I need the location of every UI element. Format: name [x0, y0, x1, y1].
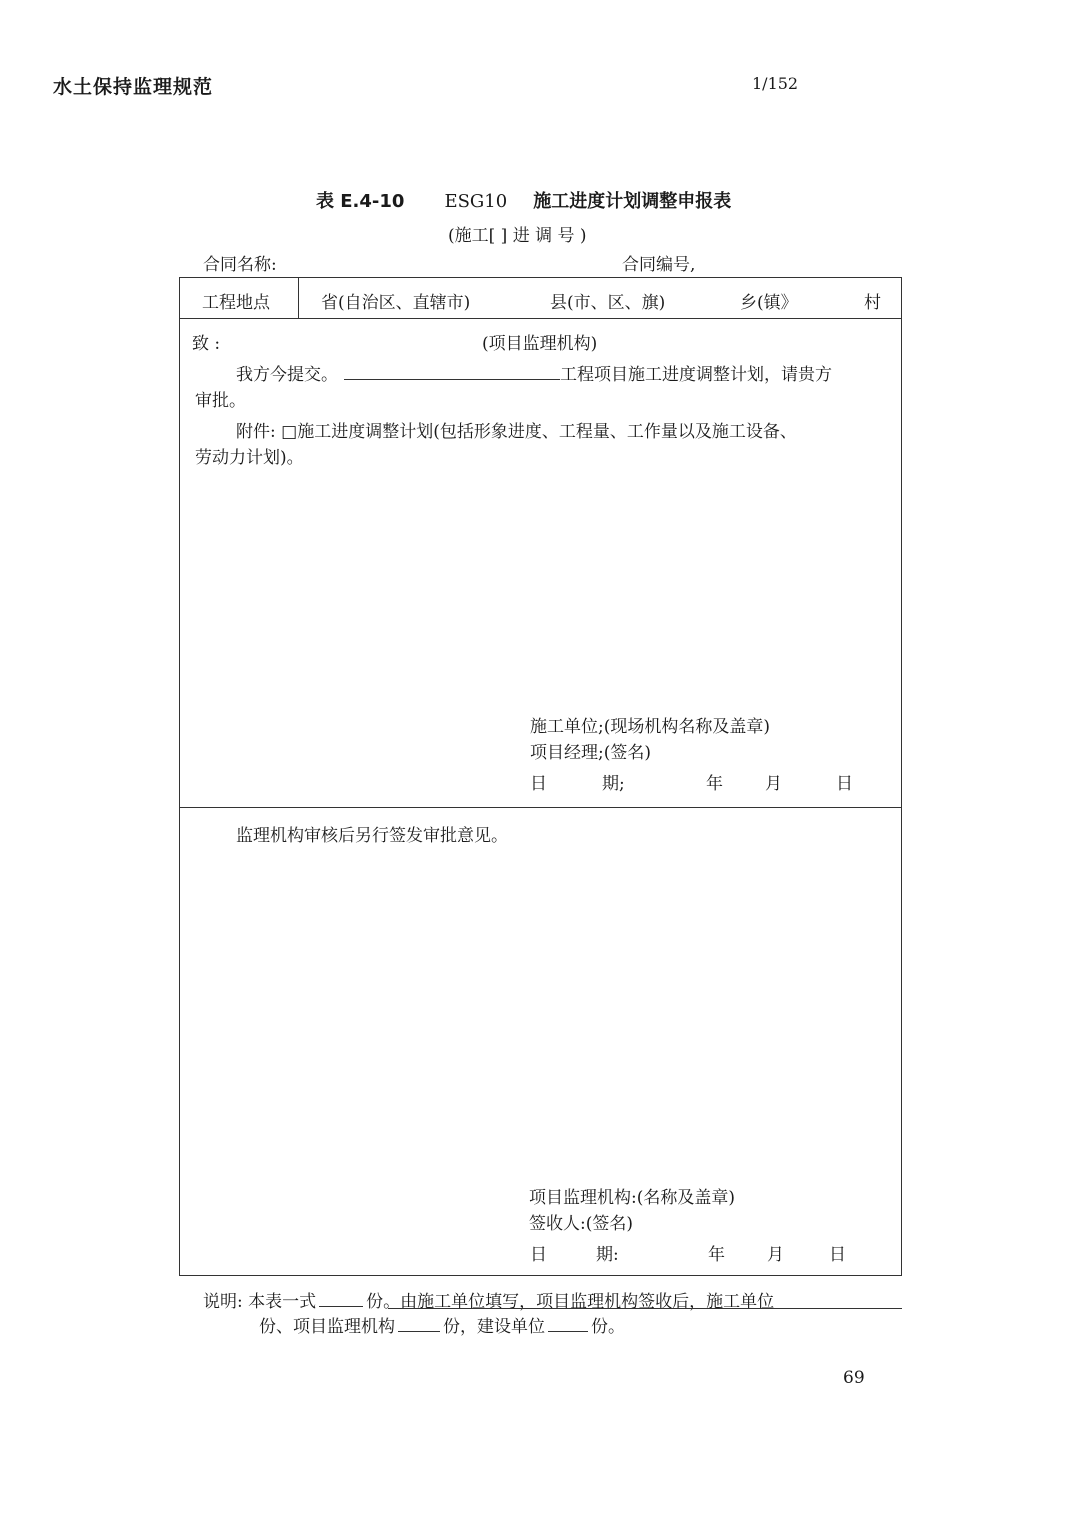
province-field: 省(自治区、直辖市) — [321, 293, 471, 313]
form-name: 施工进度计划调整申报表 — [533, 191, 732, 212]
note2-suffix: 份。 — [591, 1317, 625, 1337]
submission-suffix: 工程项目施工进度调整计划，请贵方 — [560, 365, 832, 385]
note-underline — [388, 1308, 902, 1309]
project-name-blank[interactable] — [344, 361, 560, 380]
review-date-label-qi: 期: — [596, 1245, 619, 1265]
project-manager-label: 项目经理;(签名) — [530, 743, 651, 763]
page-counter: 1/152 — [752, 74, 799, 93]
village-field: 村 — [864, 293, 881, 313]
row-divider — [180, 318, 901, 319]
date-label-qi: 期; — [602, 774, 625, 794]
location-label: 工程地点 — [202, 293, 270, 313]
receiver-label: 签收人:(签名) — [529, 1214, 633, 1234]
section-divider — [180, 807, 901, 808]
page-number: 69 — [843, 1368, 865, 1388]
construction-unit-label: 施工单位;(现场机构名称及盖章) — [530, 717, 770, 737]
review-date-day: 日 — [829, 1245, 846, 1265]
review-date-year: 年 — [708, 1245, 725, 1265]
review-opinion: 监理机构审核后另行签发审批意见。 — [236, 826, 508, 846]
date-day: 日 — [836, 774, 853, 794]
footer-note-2 — [259, 1312, 625, 1337]
note-middle: 份。由施工单位填写，项目监理机构签收后，施工单位 — [366, 1292, 775, 1312]
document-title: 水土保持监理规范 — [53, 76, 214, 98]
table-number: 表 E.4-10 — [316, 191, 405, 212]
date-label-ri: 日 — [530, 774, 547, 794]
column-divider — [298, 278, 299, 318]
date-month: 月 — [765, 774, 782, 794]
submission-prefix: 我方今提交。 — [236, 365, 338, 385]
to-label: 致 : — [192, 334, 221, 354]
date-year: 年 — [706, 774, 723, 794]
supervision-agency-label: 项目监理机构:(名称及盖章) — [529, 1188, 735, 1208]
form-title — [316, 187, 731, 213]
copies-blank[interactable] — [319, 1288, 363, 1307]
contract-name-label: 合同名称: — [203, 255, 277, 275]
form-table — [179, 277, 902, 1276]
owner-copies-blank[interactable] — [548, 1313, 588, 1332]
note-prefix: 说明: 本表一式 — [203, 1292, 317, 1312]
attachment-line: 附件: □施工进度调整计划(包括形象进度、工程量、工作量以及施工设备、 — [236, 422, 797, 442]
form-subtitle: (施工[ ] 进 调 号 ) — [448, 226, 587, 246]
agency-copies-blank[interactable] — [398, 1313, 440, 1332]
submission-line — [236, 360, 832, 385]
contract-number-label: 合同编号, — [622, 255, 696, 275]
agency-placeholder: (项目监理机构) — [482, 334, 598, 354]
note2-prefix: 份、项目监理机构 — [259, 1317, 395, 1337]
form-code: ESG10 — [444, 191, 508, 212]
note2-middle: 份，建设单位 — [443, 1317, 545, 1337]
township-field: 乡(镇》 — [740, 293, 798, 313]
attachment-line-2: 劳动力计划)。 — [195, 448, 304, 468]
submission-line-2: 审批。 — [195, 391, 246, 411]
county-field: 县(市、区、旗) — [550, 293, 666, 313]
review-date-label-ri: 日 — [530, 1245, 547, 1265]
review-date-month: 月 — [767, 1245, 784, 1265]
